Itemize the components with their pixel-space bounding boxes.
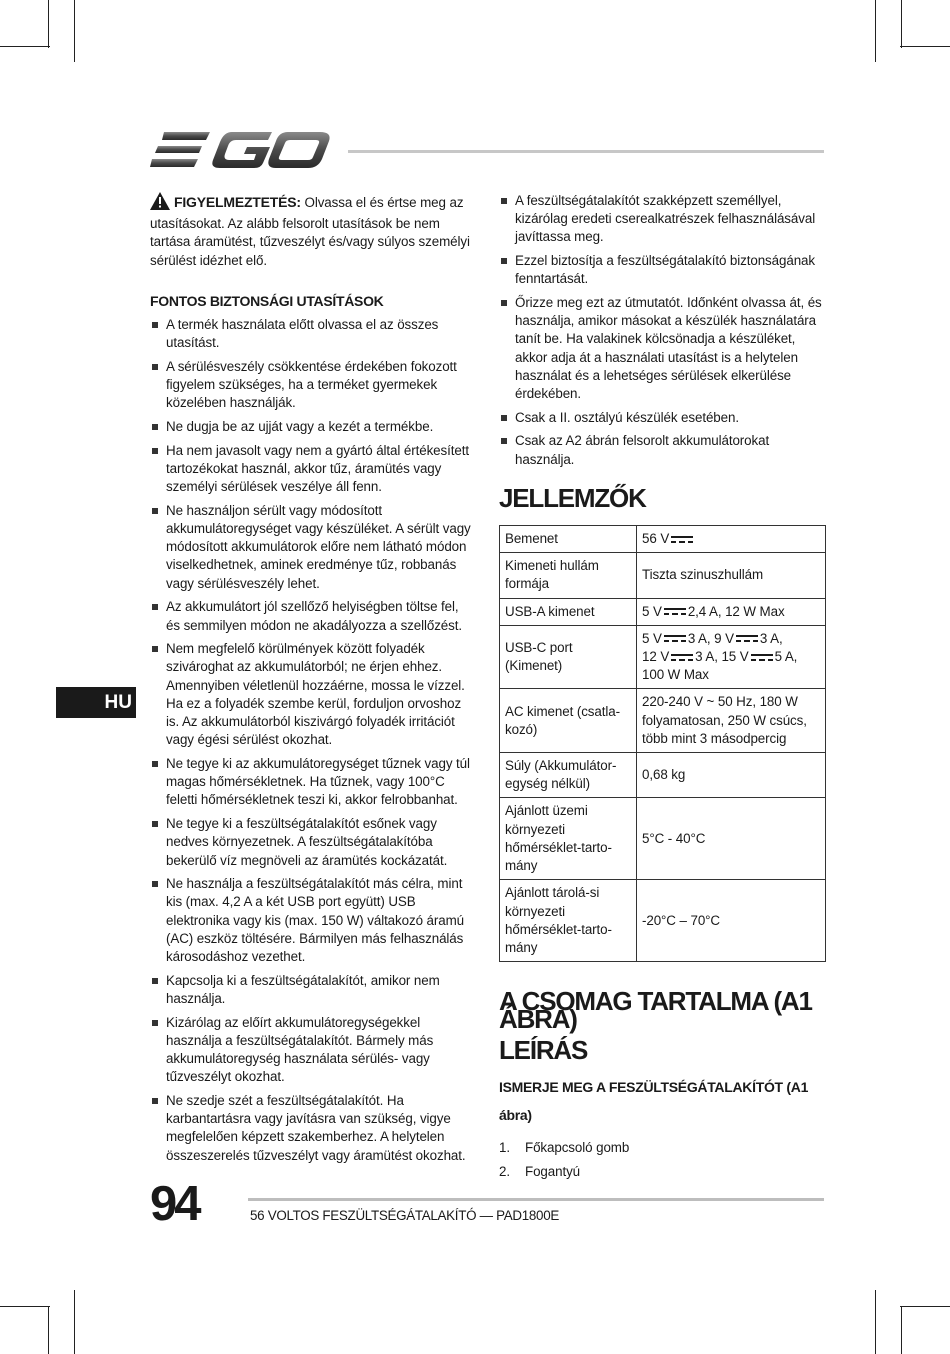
language-tab: HU xyxy=(56,687,136,718)
spec-key: USB-C port (Kimenet) xyxy=(500,625,637,689)
list-item: Kizárólag az előírt akkumulátoregységekkel használja a feszültségátalakítót. Bármely más akkumulátoregység használata sérülés- vagy tűzveszélyt okozhat. xyxy=(150,1014,475,1087)
crop-mark xyxy=(900,46,950,47)
spec-value: Tiszta szinuszhullám xyxy=(637,553,826,598)
spec-value xyxy=(637,598,826,625)
crop-mark xyxy=(900,1306,950,1307)
spec-key: Kimeneti hullám formája xyxy=(500,553,637,598)
spec-value-text: 3 A, 9 V xyxy=(687,630,734,646)
table-row xyxy=(500,553,826,598)
spec-value: 220-240 V ~ 50 Hz, 180 W folyamatosan, 250 W csúcs, több mint 3 másodpercig xyxy=(637,689,826,753)
spec-key: USB-A kimenet xyxy=(500,598,637,625)
table-row xyxy=(500,625,826,689)
list-item: Ne dugja be az ujját vagy a kezét a termékbe. xyxy=(150,418,475,436)
page-number: 94 xyxy=(150,1177,199,1231)
footer-title: 56 VOLTOS FESZÜLTSÉGÁTALAKÍTÓ — PAD1800E xyxy=(250,1208,559,1223)
table-row xyxy=(500,753,826,798)
crop-mark xyxy=(875,0,876,62)
safety-list-continued xyxy=(499,192,826,469)
crop-mark xyxy=(901,0,902,48)
warning-triangle-icon xyxy=(150,192,170,215)
crop-mark xyxy=(0,1306,50,1307)
list-item: Az akkumulátort jól szellőző helyiségben töltse fel, és semmilyen módon ne akadályozza a szellőzést. xyxy=(150,598,475,634)
description-heading: LEÍRÁS xyxy=(499,1034,588,1065)
spec-key: Ajánlott üzemi környezeti hőmérséklet-tarto-mány xyxy=(500,798,637,880)
list-item: Ezzel biztosítja a feszültségátalakító biztonságának fenntartását. xyxy=(499,252,826,288)
dc-symbol-icon xyxy=(664,635,686,643)
spec-value-text: 56 V xyxy=(642,531,670,547)
dc-symbol-icon xyxy=(664,608,686,616)
warning-block xyxy=(150,192,475,270)
list-number: 2. xyxy=(499,1163,510,1179)
crop-mark xyxy=(901,1306,902,1354)
dc-symbol-icon xyxy=(751,654,773,662)
list-item xyxy=(499,1163,826,1181)
spec-value-text: 5 A, xyxy=(774,649,798,665)
specs-heading: JELLEMZŐK xyxy=(499,482,646,513)
spec-key: Bemenet xyxy=(500,526,637,553)
crop-mark xyxy=(74,1290,75,1354)
list-item: Ne tegye ki az akkumulátoregységet tűznek vagy túl magas hőmérsékletnek. Ha tűznek, vagy 100°C feletti hőmérsékletnek teszi ki, akkor felrobbanhat. xyxy=(150,755,475,810)
table-row xyxy=(500,798,826,880)
specs-table xyxy=(499,525,826,962)
spec-key: Ajánlott tárolá-si környezeti hőmérséklet-tarto-mány xyxy=(500,880,637,962)
crop-mark xyxy=(74,0,75,62)
dc-symbol-icon xyxy=(736,635,758,643)
table-row xyxy=(500,526,826,553)
safety-heading: FONTOS BIZTONSÁGI UTASÍTÁSOK xyxy=(150,292,384,309)
left-column xyxy=(150,192,475,1170)
list-item: A feszültségátalakítót szakképzett személlyel, kizárólag eredeti cserealkatrészek felhasználásával javíttassa meg. xyxy=(499,192,826,247)
spec-value-text: 3 A, 15 V xyxy=(695,649,749,665)
list-item: Ne használja a feszültségátalakítót más célra, mint kis (max. 4,2 A a két USB port együtt) USB elektronika vagy kis (max. 150 W) váltakozó áramú (AC) eszköz töltésére. Bármilyen más felhasználás károsodáshoz vezethet. xyxy=(150,875,475,966)
table-row xyxy=(500,880,826,962)
spec-value-text: 2,4 A, 12 W Max xyxy=(687,603,785,619)
crop-mark xyxy=(0,46,50,47)
spec-value-text: 12 V xyxy=(642,649,670,665)
list-item: A termék használata előtt olvassa el az összes utasítást. xyxy=(150,316,475,352)
crop-mark xyxy=(48,1306,49,1354)
table-row xyxy=(500,689,826,753)
list-number: 1. xyxy=(499,1139,510,1155)
spec-value-text: 100 W Max xyxy=(642,667,709,683)
spec-value: 0,68 kg xyxy=(637,753,826,798)
list-label: Fogantyú xyxy=(525,1163,581,1179)
spec-value: 5°C - 40°C xyxy=(637,798,826,880)
list-item: Ne tegye ki a feszültségátalakítót esőnek vagy nedves környezetnek. A feszültségátalakítóba bekerülő víz megnöveli az áramütés kockázatát. xyxy=(150,815,475,870)
description-subheading: ISMERJE MEG A FESZÜLTSÉGÁTALAKÍTÓT (A1 ábra) xyxy=(499,1078,809,1123)
ego-logo xyxy=(150,128,332,172)
table-row xyxy=(500,598,826,625)
safety-list xyxy=(150,316,475,1165)
list-item: Ne használjon sérült vagy módosított akkumulátoregységet vagy készüléket. A sérült vagy módosított akkumulátorok előre nem látható módon viselkedhetnek, aminek eredménye tűz, robbanás vagy sérülésveszély lehet. xyxy=(150,502,475,593)
warning-title: FIGYELMEZTETÉS: xyxy=(174,194,301,210)
spec-key: Súly (Akkumulátor-egység nélkül) xyxy=(500,753,637,798)
spec-value xyxy=(637,526,826,553)
list-item xyxy=(499,1139,826,1157)
spec-value-text: 5 V xyxy=(642,630,662,646)
list-label: Főkapcsoló gomb xyxy=(525,1139,630,1155)
dc-symbol-icon xyxy=(671,536,693,544)
spec-value-text: 3 A, xyxy=(759,630,783,646)
dc-symbol-icon xyxy=(671,654,693,662)
spec-value: -20°C – 70°C xyxy=(637,880,826,962)
list-item: Ha nem javasolt vagy nem a gyártó által értékesített tartozékokat használ, akkor tűz, áramütés vagy személyi sérülések veszélye áll fenn. xyxy=(150,442,475,497)
list-item: Nem megfelelő körülmények között folyadék szivároghat az akkumulátorból; ne érjen ehhez. Amennyiben véletlenül hozzáérne, mossa le vízzel. Ha ez a folyadék szembe kerül, forduljon orvoshoz is. Az akkumulátorból kiszivárgó folyadék irritációt vagy égési sérülést okozhat. xyxy=(150,640,475,749)
list-item: A sérülésveszély csökkentése érdekében fokozott figyelem szükséges, ha a terméket gyermekek közelében használják. xyxy=(150,358,475,413)
footer-rule xyxy=(248,1198,824,1201)
list-item: Kapcsolja ki a feszültségátalakítót, amikor nem használja. xyxy=(150,972,475,1008)
list-item: Ne szedje szét a feszültségátalakítót. Ha karbantartásra vagy javításra van szükség, vigye megfelelően képzett szakemberhez. A helytelen összeszerelés tűzveszélyt vagy áramütést okozhat. xyxy=(150,1092,475,1165)
spec-key: AC kimenet (csatla-kozó) xyxy=(500,689,637,753)
crop-mark xyxy=(875,1290,876,1354)
list-item: Csak a II. osztályú készülék esetében. xyxy=(499,409,826,427)
list-item: Csak az A2 ábrán felsorolt akkumulátorokat használja. xyxy=(499,432,826,468)
crop-mark xyxy=(48,0,49,48)
spec-value xyxy=(637,625,826,689)
header-rule xyxy=(348,150,824,153)
warning-text: Olvassa el és értse meg az utasításokat. Az alább felsorolt utasítások be nem tartása áramütést, tűzveszélyt és/vagy súlyos személyi sérülést idézhet elő. xyxy=(150,195,470,268)
list-item: Őrizze meg ezt az útmutatót. Időnként olvassa át, és használja, amikor másokat a készülék használatára tanít be. Ha valakinek kölcsönadja a készüléket, akkor adja át a használati utasítást is a helytelen használat és a lehetséges sérülések elkerülése érdekében. xyxy=(499,294,826,403)
parts-list xyxy=(499,1139,826,1181)
package-heading: A CSOMAG TARTALMA (A1 ÁBRA) xyxy=(499,986,812,1035)
right-column xyxy=(499,192,826,1187)
spec-value-text: 5 V xyxy=(642,603,662,619)
